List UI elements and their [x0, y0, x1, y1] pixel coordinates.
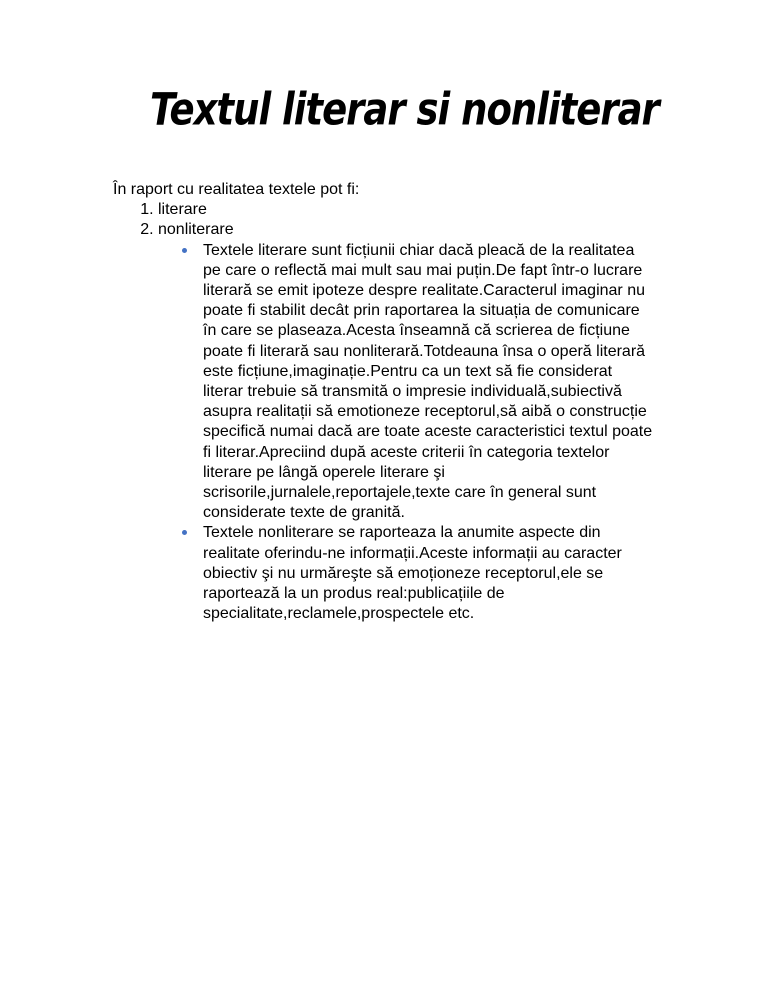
- bullet-list: [158, 241, 656, 625]
- document-title: Textul literar si nonliterar: [150, 83, 659, 136]
- bullet-item-nonliterar: [203, 523, 656, 624]
- bullet-item-literar: [203, 241, 656, 524]
- bullet-dot-icon: [182, 248, 187, 253]
- intro-paragraph: În raport cu realitatea textele pot fi:: [113, 181, 360, 198]
- numbered-item-label: nonliterare: [158, 221, 234, 239]
- document-body: [113, 180, 673, 624]
- bullet-text-literar: Textele literare sunt ficțiunii chiar dacă pleacă de la realitatea pe care o reflectă mai mult sau mai puțin.De fapt într-o lucrare literară se emit ipoteze despre realitate.Caracterul imaginar nu poate fi stabilit decât prin raportarea la situația de comunicare în care se plaseaza.Acesta înseamnă că scrierea de ficțiune poate fi literară sau nonliterară.Totdeauna însa o operă literară este ficțiune,imaginație.Pentru ca un text să fie considerat literar trebuie să transmită o impresie individuală,subiectivă asupra realitații să emotioneze receptorul,să aibă o construcție specifică numai dacă are toate aceste caracteristici textul poate fi literar.Apreciind după aceste criterii în categoria textelor literare pe lângă operele literare şi scrisorile,jurnalele,reportajele,texte care în general sunt considerate texte de granită.: [203, 241, 653, 522]
- numbered-item-nonliterare: [158, 220, 673, 624]
- numbered-list: [113, 200, 673, 624]
- bullet-dot-icon: [182, 530, 187, 535]
- bullet-text-nonliterar: Textele nonliterare se raporteaza la anumite aspecte din realitate oferindu-ne informații.Aceste informații au caracter obiectiv şi nu urmăreşte să emoționeze receptorul,ele se raportează la un produs real:publicațiile de specialitate,reclamele,prospectele etc.: [203, 524, 622, 623]
- numbered-item-literare: 1. literare: [158, 200, 673, 220]
